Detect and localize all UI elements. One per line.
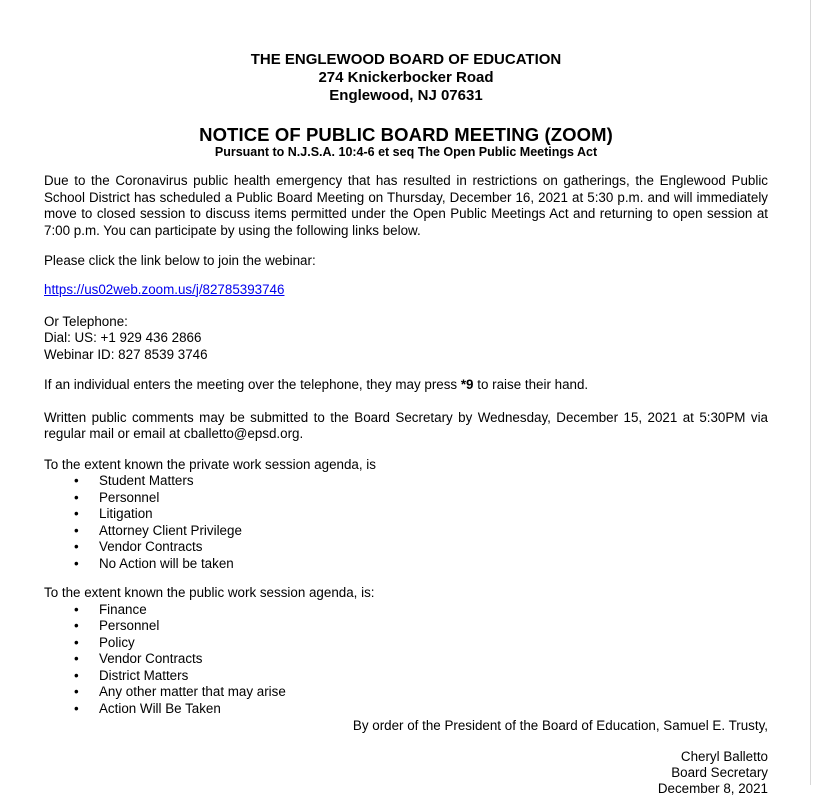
list-item: • Any other matter that may arise [44, 684, 768, 701]
list-item: • No Action will be taken [44, 556, 768, 573]
intro-paragraph: Due to the Coronavirus public health emergency that has resulted in restrictions on gatherings, the Englewood Public School District has scheduled a Public Board Meeting on Thursday, December 16, 2021 at 5:30 p.m. and will immediately move to closed session to discuss items permitted under the Open Public Meetings Act and returning to open session at 7:00 p.m. You can participate by using the following links below. [44, 173, 768, 238]
webinar-link-line [44, 281, 768, 299]
signature-name: Cheryl Balletto [680, 748, 768, 764]
telephone-heading: Or Telephone: [44, 313, 128, 329]
document-content [44, 0, 768, 797]
public-comments-paragraph: Written public comments may be submitted to the Board Secretary by Wednesday, December 15, 2021 at 5:30PM via regular mail or email at cballetto@epsd.org. [44, 409, 768, 441]
org-address-city: Englewood, NJ 07631 [329, 87, 483, 104]
list-item: • Action Will Be Taken [44, 701, 768, 718]
list-item: • Vendor Contracts [44, 539, 768, 556]
by-order-line: By order of the President of the Board of Education, Samuel E. Trusty, [352, 718, 768, 733]
document-letterhead [44, 51, 768, 105]
list-item: • Personnel [44, 490, 768, 507]
public-agenda-list [44, 602, 768, 718]
join-instruction: Please click the link below to join the webinar: [44, 253, 316, 268]
org-address-street: 274 Knickerbocker Road [318, 69, 494, 86]
list-item: • Finance [44, 602, 768, 619]
list-item: • Policy [44, 635, 768, 652]
public-agenda-heading: To the extent known the public work session agenda, is: [44, 585, 375, 600]
webinar-link[interactable]: https://us02web.zoom.us/j/82785393746 [44, 281, 285, 297]
raise-hand-paragraph [44, 377, 768, 394]
notice-subtitle: Pursuant to N.J.S.A. 10:4-6 et seq The Open Public Meetings Act [214, 145, 598, 159]
raise-hand-text-prefix: If an individual enters the meeting over the telephone, they may press [44, 377, 461, 392]
raise-hand-text-suffix: to raise their hand. [473, 377, 589, 392]
telephone-info-block [44, 314, 768, 364]
signature-block [44, 749, 768, 797]
private-agenda-heading: To the extent known the private work session agenda, is [44, 456, 376, 472]
signature-title: Board Secretary [671, 764, 768, 780]
signature-date: December 8, 2021 [657, 780, 768, 796]
page-edge-line [810, 0, 811, 785]
notice-title: NOTICE OF PUBLIC BOARD MEETING (ZOOM) [199, 124, 613, 145]
list-item: • Attorney Client Privilege [44, 523, 768, 540]
webinar-id-line: Webinar ID: 827 8539 3746 [44, 346, 208, 362]
list-item: • Student Matters [44, 473, 768, 490]
list-item: • Vendor Contracts [44, 651, 768, 668]
org-name: THE ENGLEWOOD BOARD OF EDUCATION [250, 51, 562, 68]
list-item: • Personnel [44, 618, 768, 635]
raise-hand-keypress: *9 [460, 377, 474, 392]
list-item: • Litigation [44, 506, 768, 523]
private-agenda-list [44, 473, 768, 572]
dial-number-line: Dial: US: +1 929 436 2866 [44, 330, 202, 345]
list-item: • District Matters [44, 668, 768, 685]
